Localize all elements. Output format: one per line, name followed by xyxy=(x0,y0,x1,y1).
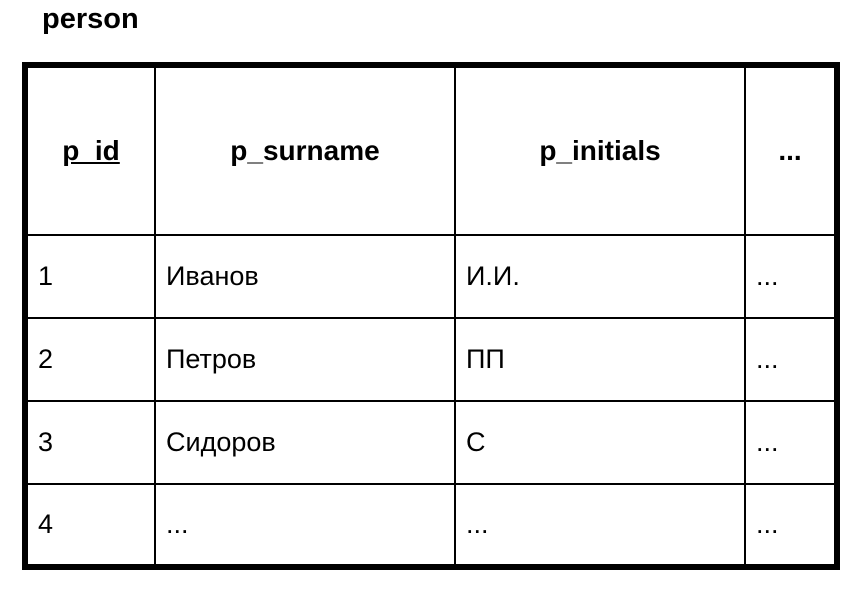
table-header xyxy=(25,65,837,235)
cell-more: ... xyxy=(745,484,837,567)
cell-p-id: 3 xyxy=(25,401,155,484)
table-body xyxy=(25,235,837,567)
cell-p-surname: Сидоров xyxy=(155,401,455,484)
cell-p-initials: С xyxy=(455,401,745,484)
cell-p-id: 1 xyxy=(25,235,155,318)
table-row xyxy=(25,401,837,484)
cell-p-surname: ... xyxy=(155,484,455,567)
cell-more: ... xyxy=(745,401,837,484)
column-header-p-id-label: p_id xyxy=(62,135,120,166)
cell-p-surname: Иванов xyxy=(155,235,455,318)
table-header-row xyxy=(25,65,837,235)
cell-p-initials: ... xyxy=(455,484,745,567)
page-title: person xyxy=(42,3,139,35)
table-row xyxy=(25,484,837,567)
cell-p-initials: ПП xyxy=(455,318,745,401)
cell-p-id: 2 xyxy=(25,318,155,401)
cell-p-initials: И.И. xyxy=(455,235,745,318)
table-row xyxy=(25,318,837,401)
column-header-p-id xyxy=(25,65,155,235)
table-row xyxy=(25,235,837,318)
column-header-p-initials: p_initials xyxy=(455,65,745,235)
column-header-p-surname: p_surname xyxy=(155,65,455,235)
column-header-more: ... xyxy=(745,65,837,235)
cell-more: ... xyxy=(745,318,837,401)
cell-p-id: 4 xyxy=(25,484,155,567)
cell-p-surname: Петров xyxy=(155,318,455,401)
person-table xyxy=(22,62,840,570)
cell-more: ... xyxy=(745,235,837,318)
